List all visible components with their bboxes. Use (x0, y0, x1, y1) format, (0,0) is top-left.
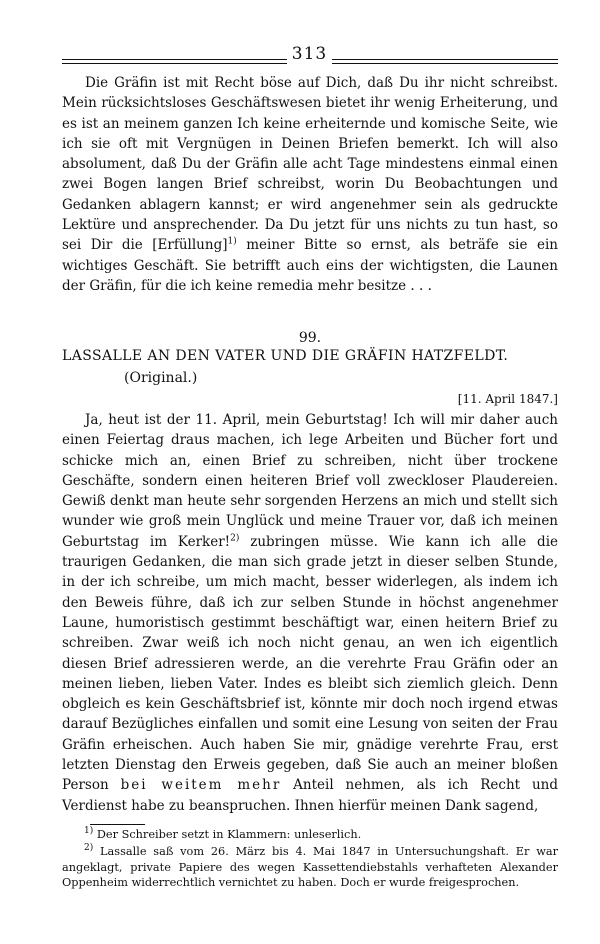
paragraph-2-emphasis: bei weitem mehr (120, 777, 282, 794)
footnote-ref-2: 2) (230, 533, 240, 544)
paragraph-2-text-b: zubringen müsse. Wie kann ich alle die traurigen Gedanken, die man sich grade jetzt in dieser selben Stunde, in der ich schreibe, um mich macht, besser widerlegen, als indem ich den Beweis führe, daß ich zur selben Stunde in höchst angenehmer Laune, humoristisch gestimmt beschäftigt war, einen heitern Brief zu schreiben. Zwar weiß ich noch nicht genau, an wen ich eigentlich diesen Brief adressieren werde, an die verehrte Frau Gräfin oder an meinen lieben, lieben Vater. Indes es bleibt sich ziemlich gleich. Denn obgleich es kein Geschäftsbrief ist, könnte mir doch noch irgend etwas darauf Bezügliches einfallen und somit eine Lesung von seiten der Frau Gräfin erheischen. Auch haben Sie mir, gnädige verehrte Frau, erst letzten Dienstag den Erweis gegeben, daß Sie auch an meiner bloßen Person (62, 533, 558, 794)
paragraph-1-end: meiner Bitte so ernst, als beträfe sie ein wichtiges Geschäft. Sie betrifft auch eins der wichtigsten, die Launen der Gräfin, für die ich keine remedia mehr besitze . . . (62, 237, 558, 294)
letter-heading: LASSALLE AN DEN VATER UND DIE GRÄFIN HATZFELDT. (62, 348, 509, 364)
footnote-rule (90, 824, 145, 825)
header-rule-left-thin (62, 63, 287, 64)
footnote-1-mark: 1) (84, 826, 94, 837)
footnote-2-mark: 2) (84, 843, 94, 854)
paragraph-1 (62, 73, 558, 296)
paragraph-2-text-c: Anteil nehmen, als ich Recht und Verdienst habe zu beanspruchen. Ihnen hierfür meinen Dank sagend, (62, 777, 558, 814)
footnote-1-text: Der Schreiber setzt in Klammern: unleserlich. (93, 828, 362, 841)
footnote-2 (62, 844, 558, 891)
header-rule-left (62, 59, 287, 60)
paragraph-2 (62, 410, 558, 816)
letter-source: (Original.) (124, 370, 198, 386)
footnote-2-text: Lassalle saß vom 26. März bis 4. Mai 1847 in Untersuchungshaft. Er war angeklagt, private Papiere des wegen Kassettendiebstahls verhafteten Alexander Oppenheim widerrechtlich vernichtet zu haben. Doch er wurde freigesprochen. (62, 845, 558, 889)
page-header (62, 44, 558, 68)
header-rule-right-thin (332, 63, 558, 64)
letter-date: [11. April 1847.] (457, 392, 558, 406)
letter-number: 99. (298, 330, 322, 346)
paragraph-1-text: Die Gräfin ist mit Recht böse auf Dich, daß Du ihr nicht schreibst. Mein rücksichtsloses Geschäftswesen bietet ihr wenig Erheiterung, und es ist an meinem ganzen Ich keine erheiternde und komische Seite, wie ich sie oft mit Vergnügen in Deinen Briefen bemerkt. Ich will also absolument, daß Du der Gräfin alle acht Tage mindestens einmal einen zwei Bogen langen Brief schreibst, worin Du Beobachtungen und Gedanken ablagern kannst; er wird angenehmer sein als gedruckte Lektüre und ansprechender. Da Du jetzt für uns nichts zu tun hast, so sei Dir die [Erfüllung] (62, 75, 558, 254)
paragraph-2-text-a: Ja, heut ist der 11. April, mein Geburtstag! Ich will mir daher auch einen Feiertag draus machen, ich lege Arbeiten und Bücher fort und schicke mich an, einen Brief zu schreiben, nicht über trockene Geschäfte, sondern einen heiteren Brief voll zweckloser Plaudereien. Gewiß denkt man heute sehr sorgenden Herzens an mich und stellt sich wunder wie groß mein Unglück und meine Trauer vor, daß ich meinen Geburtstag im Kerker! (62, 412, 558, 550)
header-rule-right (332, 59, 558, 60)
footnote-ref-1: 1) (227, 236, 237, 247)
footnote-1 (62, 827, 558, 843)
page-number: 313 (291, 44, 328, 64)
